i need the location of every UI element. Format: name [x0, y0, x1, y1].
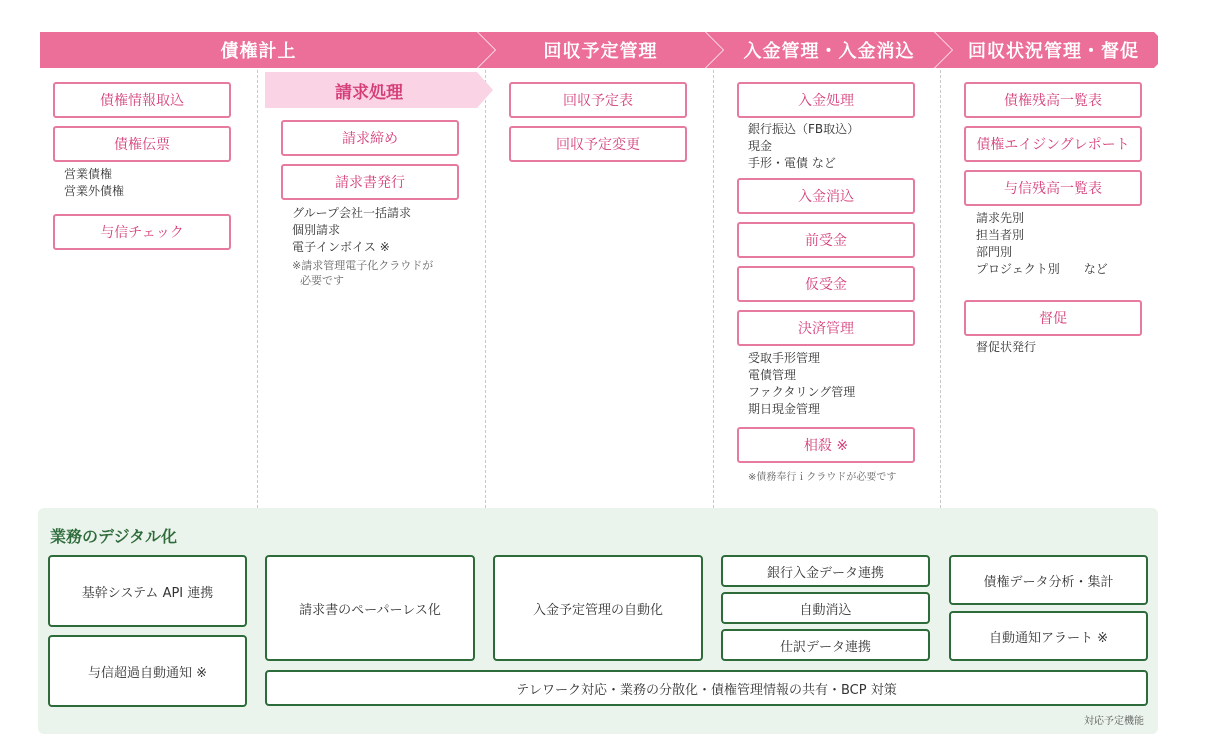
yoshin-zandaka-box: 与信残高一覧表 [964, 170, 1142, 206]
alert-box: 自動通知アラート ※ [949, 611, 1148, 661]
divider-3 [713, 70, 714, 508]
saiken-zandaka-box: 債権残高一覧表 [964, 82, 1142, 118]
sub-item: 電債管理 [748, 368, 797, 382]
kariukekin-box: 仮受金 [737, 266, 915, 302]
seikyusho-hakko-box: 請求書発行 [281, 164, 459, 200]
divider-1 [257, 70, 258, 508]
header-jokyo: 回収状況管理・督促 [935, 32, 1158, 68]
journal-data-box: 仕訳データ連携 [721, 629, 930, 661]
divider-2 [485, 70, 486, 508]
seikyusho-sublist [292, 205, 411, 256]
sub-item: 期日現金管理 [748, 402, 821, 416]
maeukekin-box: 前受金 [737, 222, 915, 258]
telework-box: テレワーク対応・業務の分散化・債権管理情報の共有・BCP 対策 [265, 670, 1148, 706]
sousai-note: ※債務奉行ｉクラウドが必要です [748, 472, 897, 483]
seikyu-shori-banner: 請求処理 [265, 72, 493, 108]
digital-title: 業務のデジタル化 [50, 527, 178, 546]
analysis-box: 債権データ分析・集計 [949, 555, 1148, 605]
note-line: 必要です [300, 274, 344, 287]
api-renkei-box: 基幹システム API 連携 [48, 555, 247, 627]
seikyu-note [292, 258, 433, 288]
aging-report-box: 債権エイジングレポート [964, 126, 1142, 162]
sub-item: 手形・電債 など [748, 156, 836, 170]
header-kaishu: 回収予定管理 [478, 32, 723, 68]
digital-footnote: 対応予定機能 [1084, 716, 1144, 727]
sub-item: 受取手形管理 [748, 351, 821, 365]
sub-item: ファクタリング管理 [748, 385, 856, 399]
sub-item: 営業債権 [64, 167, 113, 181]
header-saiken: 債権計上 [40, 32, 495, 68]
sousai-box: 相殺 ※ [737, 427, 915, 463]
seikyu-shime-box: 請求締め [281, 120, 459, 156]
nyukin-shori-sublist [748, 121, 859, 172]
sub-item: 担当者別 [976, 228, 1025, 242]
saiken-denpyo-box: 債権伝票 [53, 126, 231, 162]
auto-schedule-box: 入金予定管理の自動化 [493, 555, 703, 661]
yoshin-auto-notify-box: 与信超過自動通知 ※ [48, 635, 247, 707]
note-line: ※請求管理電子化クラウドが [292, 259, 434, 272]
sub-item: 請求先別 [976, 211, 1025, 225]
sub-item: 銀行振込（FB取込） [748, 122, 860, 136]
sub-item: 電子インボイス ※ [292, 240, 390, 254]
sub-item: 営業外債権 [64, 184, 125, 198]
kaishu-yoteihyo-box: 回収予定表 [509, 82, 687, 118]
kessai-kanri-box: 決済管理 [737, 310, 915, 346]
yoshin-check-box: 与信チェック [53, 214, 231, 250]
sub-item: 現金 [748, 139, 773, 153]
saiken-joho-torikomi-box: 債権情報取込 [53, 82, 231, 118]
bank-data-box: 銀行入金データ連携 [721, 555, 930, 587]
kaishu-yotei-henko-box: 回収予定変更 [509, 126, 687, 162]
saiken-denpyo-sublist [64, 166, 124, 200]
sub-item: 督促状発行 [976, 340, 1037, 354]
tokusoku-sublist [976, 339, 1036, 356]
paperless-box: 請求書のペーパーレス化 [265, 555, 475, 661]
auto-match-box: 自動消込 [721, 592, 930, 624]
divider-4 [940, 70, 941, 508]
sub-item: 個別請求 [292, 223, 341, 237]
nyukin-keshikomi-box: 入金消込 [737, 178, 915, 214]
sub-item: 部門別 [976, 245, 1013, 259]
kessai-kanri-sublist [748, 350, 855, 418]
sub-item: プロジェクト別 など [976, 262, 1108, 276]
header-nyukin: 入金管理・入金消込 [706, 32, 952, 68]
tokusoku-box: 督促 [964, 300, 1142, 336]
yoshin-zandaka-sublist [976, 210, 1108, 278]
nyukin-shori-box: 入金処理 [737, 82, 915, 118]
sub-item: グループ会社一括請求 [292, 206, 412, 220]
